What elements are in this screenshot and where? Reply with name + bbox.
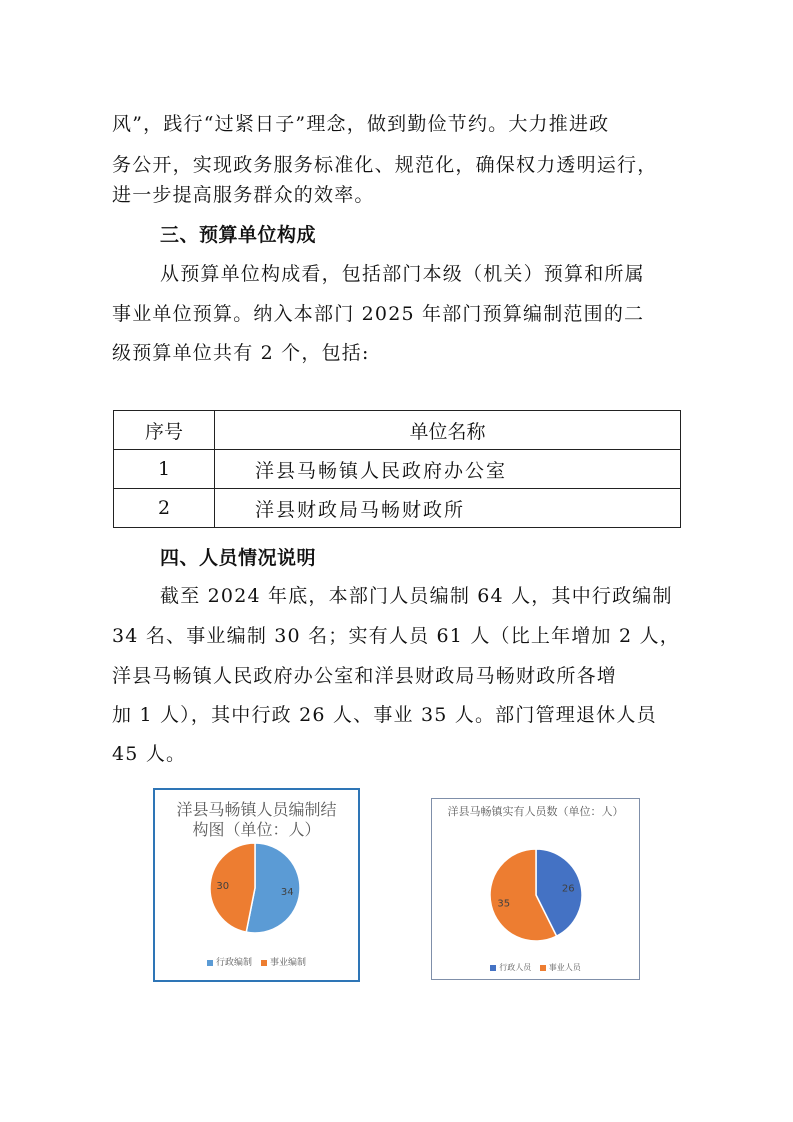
chart-title: 洋县马畅镇实有人员数（单位：人） bbox=[447, 805, 624, 818]
pie-data-label: 34 bbox=[280, 887, 294, 899]
pie-data-label: 30 bbox=[216, 880, 230, 892]
paragraph-line: 34 名、事业编制 30 名；实有人员 61 人（比上年增加 2 人， bbox=[112, 625, 680, 647]
cell-unit-name: 洋县马畅镇人民政府办公室 bbox=[215, 450, 681, 489]
legend-item bbox=[540, 962, 581, 973]
pie-chart-svg bbox=[195, 840, 315, 950]
table-row bbox=[114, 450, 681, 489]
paragraph-line: 务公开，实现政务服务标准化、规范化，确保权力透明运行， bbox=[112, 154, 658, 176]
legend-label: 行政人员 bbox=[499, 963, 532, 972]
cell-serial-number: 2 bbox=[114, 489, 215, 528]
chart-title: 洋县马畅镇人员编制结构图（单位：人） bbox=[176, 800, 337, 839]
paragraph-line: 加 1 人），其中行政 26 人、事业 35 人。部门管理退休人员 bbox=[112, 704, 657, 726]
legend-item bbox=[207, 955, 252, 968]
pie-chart-svg bbox=[482, 847, 592, 947]
paragraph-line: 风”，践行“过紧日子”理念，做到勤俭节约。大力推进政 bbox=[112, 113, 610, 135]
pie-data-label: 35 bbox=[497, 898, 511, 910]
pie-data-label: 26 bbox=[561, 883, 575, 895]
chart-legend bbox=[432, 962, 639, 973]
paragraph-line: 事业单位预算。纳入本部门 2025 年部门预算编制范围的二 bbox=[112, 303, 645, 325]
header-unit-name: 单位名称 bbox=[215, 411, 681, 450]
table-header-row bbox=[114, 411, 681, 450]
paragraph-line: 洋县马畅镇人民政府办公室和洋县财政局马畅财政所各增 bbox=[112, 665, 618, 687]
table-row bbox=[114, 489, 681, 528]
actual-staff-chart bbox=[431, 798, 640, 980]
paragraph-line: 级预算单位共有 2 个，包括: bbox=[112, 342, 370, 364]
legend-item bbox=[261, 955, 306, 968]
legend-label: 事业人员 bbox=[548, 963, 581, 972]
legend-swatch-icon bbox=[540, 965, 546, 971]
cell-serial-number: 1 bbox=[114, 450, 215, 489]
cell-unit-name: 洋县财政局马畅财政所 bbox=[215, 489, 681, 528]
header-serial-number: 序号 bbox=[114, 411, 215, 450]
paragraph-line: 45 人。 bbox=[112, 743, 187, 765]
paragraph-line: 进一步提高服务群众的效率。 bbox=[112, 184, 375, 206]
legend-label: 事业编制 bbox=[269, 958, 306, 968]
section-heading-budget-units: 三、预算单位构成 bbox=[160, 224, 317, 246]
chart-legend bbox=[155, 955, 358, 968]
paragraph-line: 截至 2024 年底，本部门人员编制 64 人，其中行政编制 bbox=[160, 585, 673, 607]
legend-swatch-icon bbox=[490, 965, 496, 971]
legend-label: 行政编制 bbox=[216, 958, 253, 968]
legend-swatch-icon bbox=[207, 960, 213, 966]
legend-swatch-icon bbox=[261, 960, 267, 966]
budget-units-table bbox=[113, 410, 681, 528]
section-heading-staff: 四、人员情况说明 bbox=[160, 547, 317, 569]
staffing-structure-chart bbox=[153, 788, 360, 982]
paragraph-line: 从预算单位构成看，包括部门本级（机关）预算和所属 bbox=[160, 263, 645, 285]
legend-item bbox=[490, 962, 531, 973]
